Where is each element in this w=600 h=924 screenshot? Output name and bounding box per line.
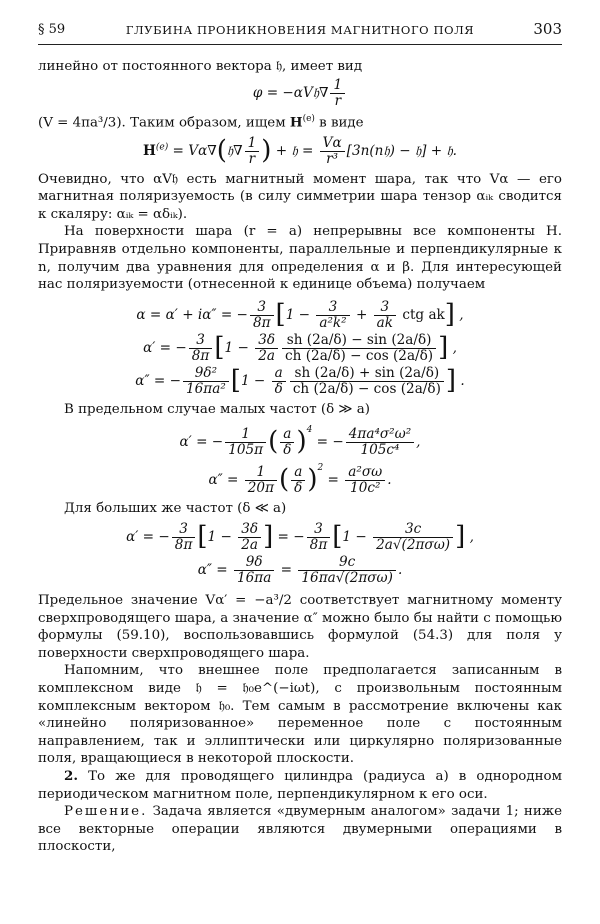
equation-phi: φ = −αV𝔥∇ $\frac{1}{r}$ [38,78,562,109]
paragraph-3: Очевидно, что αV𝔥 есть магнитный момент шара, так что Vα — его магнитная поляризуемость (в силу симметрии шара тензор αᵢₖ сводится к скаляру: αᵢₖ = αδᵢₖ). [38,171,562,222]
paragraph-1: линейно от постоянного вектора 𝔥, имеет вид [38,59,363,74]
paragraph-4: На поверхности шара (r = a) непрерывны все компоненты H. Приравняв отдельно компоненты, параллельные и перпендикулярные к n, получим два уравнения для определения α и β. Для интересующей нас поляризуемости (отнесенной к единице объема) получаем [38,224,562,293]
page-body [38,58,562,856]
solution-paragraph: Решение. Задача является «двумерным аналогом» задачи 1; ниже все векторные операции являются двумерными операциями в плоскости, [38,804,562,855]
problem-number: 2. [64,767,78,784]
page-number: 303 [533,20,562,38]
equation-h-field: $H^{(e)}$ = Vα∇(𝔥∇ $\frac{1}{r}$ ) + 𝔥 = $\frac{V\alpha}{\text{r³}}$ [3n(n𝔥) − 𝔥] + 𝔥. [143,134,457,167]
paragraph-7: Предельное значение Vα′ = −a³/2 соответствует магнитному моменту сверхпроводящего шара, а значение α″ можно было бы найти с помощью формулы (59.10), воспользовавшись формулой (54.3) для поля у поверхности сверхпроводящего шара. [38,593,562,661]
problem-2: 2. То же для проводящего цилиндра (радиуса a) в однородном периодическом магнитном поле, перпендикулярном к его оси. [38,767,562,802]
equation-alpha: α = α′ + iα″ = − $\frac{3}{8\pi}$ [1 − $\frac{3}{\text{a²k²}}$ + $\frac{3}{ak}$ ctg ak] , [136,298,464,331]
equation-high-freq-alpha-prime: α′ = − $\frac{3}{8\pi}$ [1 − $\frac{3\delta}{2a}$ ] = − $\frac{3}{8\pi}$ [1 − $\frac{3c}{\text{2a√(2πσω)}}$ ] , [126,521,474,553]
equation-alpha-prime: α′ = − $\frac{3}{8\pi}$ [1 − $\frac{3\delta}{2a}$ $\frac{sh (2a/\delta) - \sin (2a/\delta)}{ch (2a/\delta) - \cos (2a/\delta)}$ ] , [143,331,457,364]
paragraph-6: Для больших же частот (δ ≪ a) [64,501,287,517]
paragraph-2: (V = 4πa³/3). Таким образом, ищем $H^{(e)}$ в виде [38,113,364,131]
equation-high-freq-alpha-double-prime: α″ = $\frac{9\delta}{16\pi a}$ = $\frac{9c}{\text{16πa√(2πσω)}}$ . [197,554,403,586]
chapter-title: ГЛУБИНА ПРОНИКНОВЕНИЯ МАГНИТНОГО ПОЛЯ [125,23,475,37]
equation-alpha-double-prime: α″ = − $\frac{\text{9δ²}}{\text{16πa²}}$ [1 − $\frac{a}{\delta}$ $\frac{sh (2a/\delta) + \sin (2a/\delta)}{ch (2a/\delta) - \cos (2a/\delta)}$ ] . [135,364,465,397]
equation-low-freq-alpha-double-prime: α″ = $\frac{1}{20\pi}$ ( $\frac{a}{\delta}$ )$^2$ = $\frac{\text{a²σω}}{\text{10c²}}$ . [208,463,392,497]
running-header [38,18,562,45]
section-number: § 59 [38,22,66,37]
equation-low-freq-alpha-prime: α′ = − $\frac{1}{105\pi}$ ( $\frac{a}{\delta}$ )$^4$ = − $\frac{\text{4πa⁴σ²ω²}}{\text{105c⁴}}$ , [179,425,421,459]
solution-label: Решение. [64,804,148,820]
paragraph-5: В предельном случае малых частот (δ ≫ a) [64,401,370,417]
paragraph-8: Напомним, что внешнее поле предполагается записанным в комплексном виде 𝔥 = 𝔥₀e^(−iωt), с произвольным постоянным комплексным вектором 𝔥₀. Тем самым в рассмотрение включены как «линейно поляризованное» переменное поле с постоянным направлением, так и эллиптически или циркулярно поляризованные поля, вращающиеся в некоторой плоскости. [38,663,562,767]
